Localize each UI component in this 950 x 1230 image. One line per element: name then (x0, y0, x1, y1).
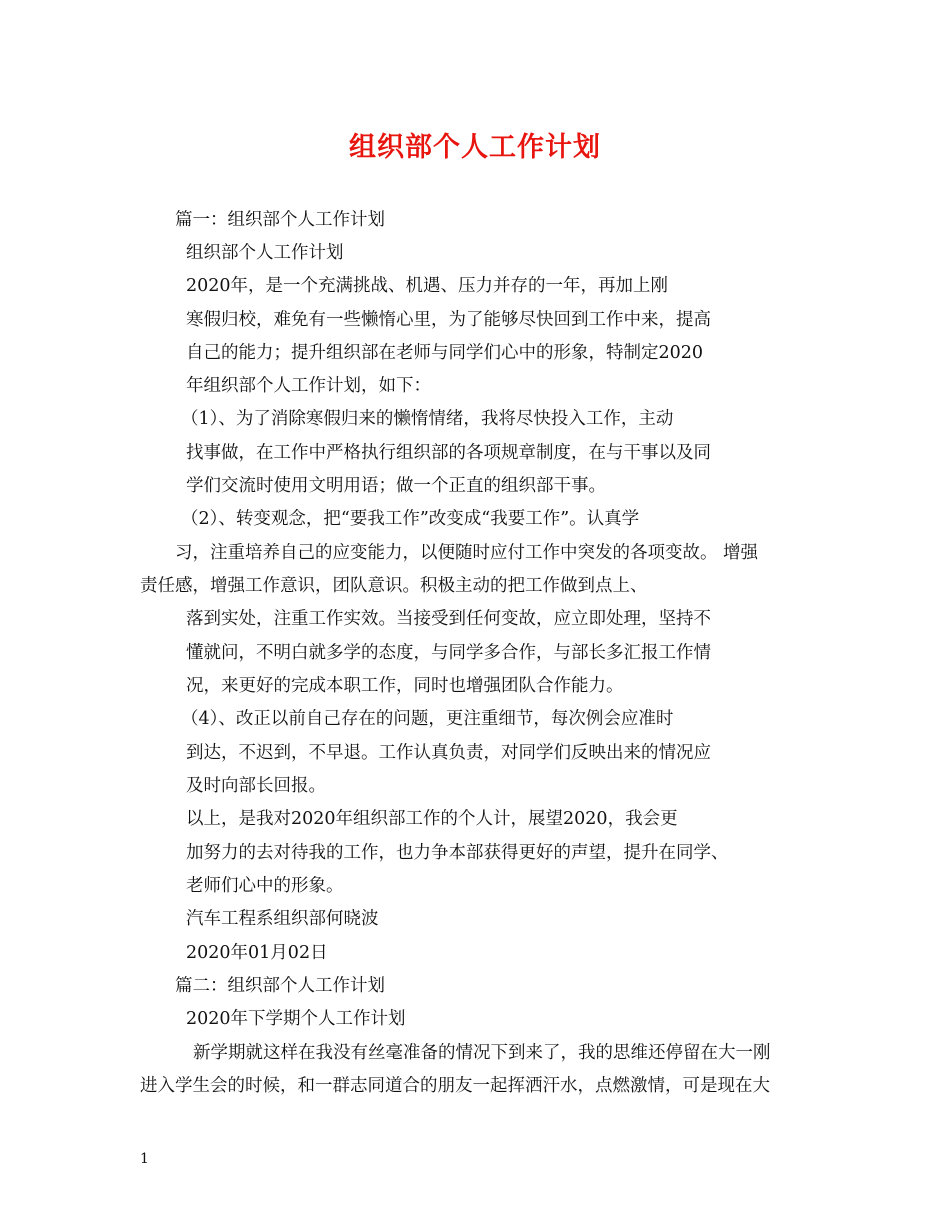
paragraph-line: 学们交流时使用文明用语；做一个正直的组织部干事。 (186, 476, 606, 496)
paragraph-line: （4）、改正以前自己存在的问题，更注重细节，每次例会应准时 (181, 709, 674, 729)
paragraph-line: 习，注重培养自己的应变能力，以便随时应付工作中突发的各项变故。 增强 (175, 543, 759, 563)
paragraph-line: 找事做，在工作中严格执行组织部的各项规章制度，在与干事以及同 (186, 443, 711, 463)
signature-line: 汽车工程系组织部何晓波 (186, 909, 379, 929)
section-heading-1: 篇一：组织部个人工作计划 (175, 210, 385, 230)
paragraph-line: 况，来更好的完成本职工作，同时也增强团队合作能力。 (186, 676, 624, 696)
paragraph-line: 以上，是我对2020年组织部工作的个人计，展望2020，我会更 (186, 809, 678, 829)
page-number: 1 (140, 1151, 149, 1167)
paragraph-line: 到达，不迟到，不早退。工作认真负责，对同学们反映出来的情况应 (186, 743, 711, 763)
paragraph-line: 自己的能力；提升组织部在老师与同学们心中的形象，特制定2020 (186, 343, 704, 363)
document-title: 组织部个人工作计划 (349, 132, 601, 163)
subheading-1: 组织部个人工作计划 (186, 243, 344, 263)
paragraph-line: 加努力的去对待我的工作，也力争本部获得更好的声望，提升在同学、 (186, 843, 729, 863)
paragraph-line: 寒假归校，难免有一些懒惰心里，为了能够尽快回到工作中来，提高 (186, 310, 711, 330)
paragraph-line: 懂就问，不明白就多学的态度，与同学多合作，与部长多汇报工作情 (186, 643, 711, 663)
subheading-2: 2020年下学期个人工作计划 (186, 1009, 406, 1029)
paragraph-line: 责任感，增强工作意识，团队意识。积极主动的把工作做到点上、 (140, 576, 648, 596)
paragraph-line: （1）、为了消除寒假归来的懒惰情绪，我将尽快投入工作，主动 (181, 409, 674, 429)
paragraph-line: 新学期就这样在我没有丝毫准备的情况下到来了，我的思维还停留在大一刚 (193, 1043, 771, 1063)
paragraph-line: 及时向部长回报。 (186, 776, 326, 796)
paragraph-line: 进入学生会的时候，和一群志同道合的朋友一起挥洒汗水，点燃激情，可是现在大 (140, 1076, 770, 1096)
paragraph-line: （2）、转变观念，把“要我工作”改变成“我要工作”。认真学 (181, 509, 640, 529)
paragraph-line: 2020年，是一个充满挑战、机遇、压力并存的一年，再加上刚 (186, 276, 669, 296)
paragraph-line: 年组织部个人工作计划，如下： (186, 376, 431, 396)
paragraph-line: 老师们心中的形象。 (186, 876, 344, 896)
section-heading-2: 篇二：组织部个人工作计划 (175, 976, 385, 996)
paragraph-line: 落到实处，注重工作实效。当接受到任何变故，应立即处理，坚持不 (186, 609, 711, 629)
date-line: 2020年01月02日 (186, 943, 328, 963)
